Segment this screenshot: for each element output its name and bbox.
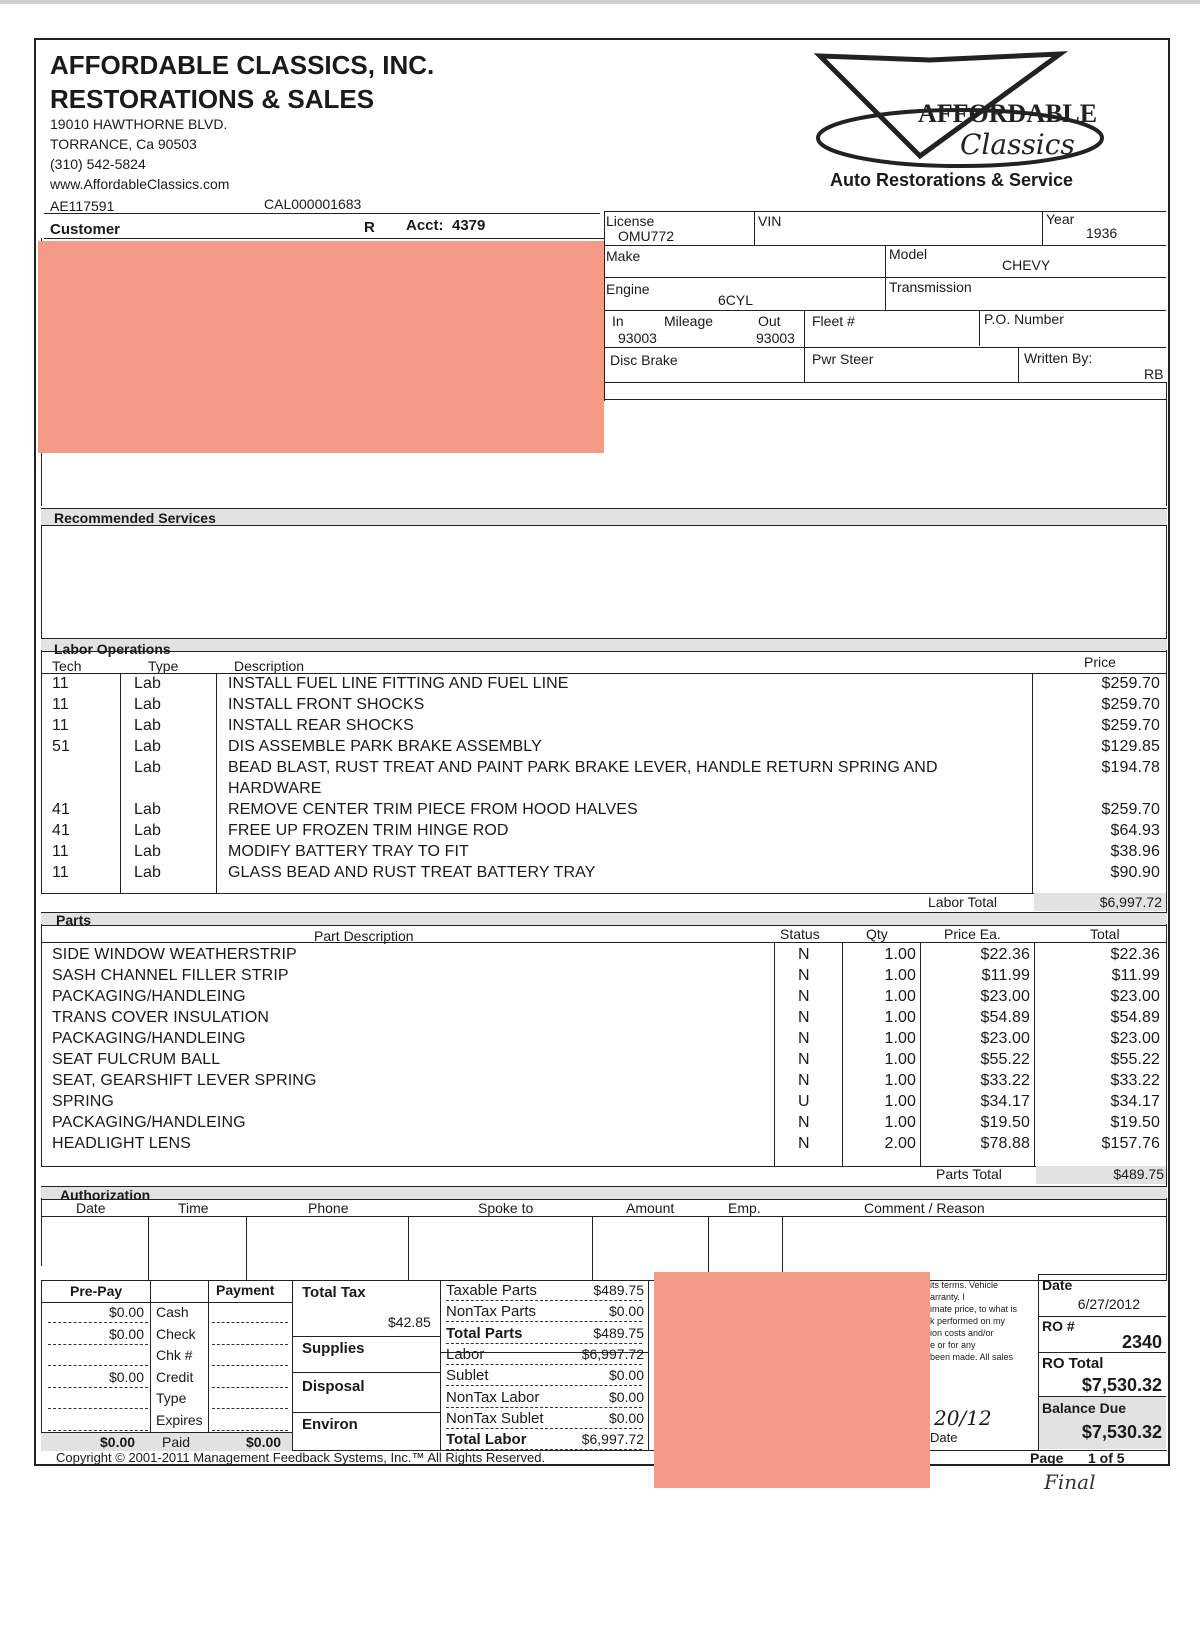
- divider: [41, 924, 42, 1166]
- parts-row-price: $23.00: [980, 1030, 1030, 1047]
- divider: [1166, 382, 1167, 506]
- summary-row-value: $0.00: [608, 1409, 644, 1426]
- divider: [41, 1302, 292, 1303]
- divider: [604, 211, 1166, 212]
- labor-row-description: DIS ASSEMBLE PARK BRAKE ASSEMBLY: [228, 738, 542, 755]
- company-name: AFFORDABLE CLASSICS, INC.: [50, 50, 435, 80]
- payment-row-line: [212, 1344, 288, 1345]
- terms-line: been made. All sales: [930, 1352, 1014, 1362]
- parts-total-value: $489.75: [1113, 1166, 1164, 1182]
- parts-row-description: TRANS COVER INSULATION: [52, 1009, 270, 1026]
- parts-row-status: N: [798, 1030, 810, 1047]
- model-label: Model: [889, 246, 928, 262]
- parts-row-status: N: [798, 1072, 810, 1089]
- labor-row-description: INSTALL FRONT SHOCKS: [228, 696, 425, 713]
- divider: [44, 213, 600, 214]
- labor-row-type: Lab: [134, 696, 161, 713]
- divider: [148, 1216, 149, 1280]
- acct-number: 4379: [452, 217, 486, 234]
- divider: [1166, 526, 1167, 638]
- labor-row-type: Lab: [134, 843, 161, 860]
- divider: [1034, 942, 1035, 1166]
- summary-row-label: Taxable Parts: [446, 1282, 537, 1299]
- parts-row-price: $55.22: [980, 1051, 1030, 1068]
- summary-row-line: [446, 1407, 642, 1408]
- summary-row-line: [446, 1364, 642, 1365]
- summary-row-line: [446, 1428, 642, 1429]
- parts-header-total: Total: [1090, 926, 1120, 942]
- payment-row-label: Cash: [156, 1304, 189, 1320]
- labor-row-description: REMOVE CENTER TRIM PIECE FROM HOOD HALVES: [228, 801, 638, 818]
- summary-row-label: Total Parts: [446, 1324, 523, 1342]
- svg-text:Classics: Classics: [960, 128, 1075, 161]
- divider: [774, 942, 775, 1166]
- summary-row-label: NonTax Parts: [446, 1303, 537, 1321]
- pwr-steer-label: Pwr Steer: [812, 351, 874, 367]
- divider: [292, 1280, 293, 1450]
- labor-row-price: $259.70: [1101, 675, 1160, 692]
- terms-line: arranty. I: [930, 1292, 965, 1302]
- logo-graphic: [810, 46, 1110, 176]
- labor-row-description: FREE UP FROZEN TRIM HINGE ROD: [228, 822, 509, 839]
- labor-row-type: Lab: [134, 864, 161, 881]
- parts-row-qty: 1.00: [884, 1030, 916, 1047]
- labor-row-price: $259.70: [1101, 717, 1160, 734]
- engine-label: Engine: [606, 281, 650, 297]
- parts-row-qty: 1.00: [884, 1093, 916, 1110]
- handwritten-note: Final: [1044, 1470, 1096, 1494]
- payment-row-line: [212, 1430, 288, 1431]
- labor-header-price: Price: [1084, 654, 1116, 670]
- labor-row-tech: 11: [52, 843, 69, 860]
- terms-line: k performed on my: [930, 1316, 1006, 1326]
- parts-row-status: N: [798, 1114, 810, 1131]
- divider: [604, 399, 1166, 400]
- parts-row-description: PACKAGING/HANDLEING: [52, 1030, 246, 1047]
- balance-due-value: $7,530.32: [1081, 1422, 1162, 1442]
- divider: [120, 673, 121, 893]
- authorization-column-header: Amount: [626, 1200, 675, 1216]
- payment-row-amount: $0.00: [108, 1325, 144, 1342]
- ro-number-label: RO #: [1042, 1318, 1075, 1334]
- payment-row-label: Expires: [156, 1411, 203, 1428]
- divider: [592, 1216, 593, 1280]
- environ-label: Environ: [302, 1416, 358, 1433]
- divider: [41, 1280, 1167, 1281]
- summary-row-value: $0.00: [608, 1388, 644, 1405]
- divider: [604, 310, 1166, 311]
- labor-row-price: $129.85: [1101, 738, 1160, 755]
- supplies-label: Supplies: [302, 1340, 365, 1357]
- license-label: License: [606, 213, 655, 229]
- signature-date: 20/12: [934, 1406, 992, 1430]
- labor-row-type: Lab: [134, 738, 161, 755]
- customer-label: Customer: [50, 221, 121, 238]
- copyright-text: Copyright © 2001-2011 Management Feedback Systems, Inc.™ All Rights Reserved.: [56, 1450, 546, 1465]
- divider: [41, 526, 42, 638]
- summary-row-label: Labor: [446, 1345, 485, 1363]
- divider: [292, 1412, 440, 1413]
- parts-row-status: N: [798, 1009, 810, 1026]
- divider: [1166, 924, 1167, 1186]
- labor-header-tech: Tech: [52, 658, 82, 674]
- labor-row-tech: 51: [52, 738, 70, 755]
- divider: [1032, 673, 1033, 893]
- recommended-services-label: Recommended Services: [54, 510, 216, 526]
- labor-row-price: $64.93: [1110, 822, 1160, 839]
- ro-date-label: Date: [1042, 1277, 1073, 1293]
- company-phone: (310) 542-5824: [50, 156, 146, 172]
- parts-row-status: N: [798, 1135, 810, 1152]
- parts-row-status: N: [798, 946, 810, 963]
- labor-row-type: Lab: [134, 675, 161, 692]
- labor-row-price: $259.70: [1101, 696, 1160, 713]
- summary-row-value: $6,997.72: [581, 1345, 644, 1362]
- labor-row-description: INSTALL FUEL LINE FITTING AND FUEL LINE: [228, 675, 569, 692]
- payment-row-line: [48, 1344, 148, 1345]
- parts-row-description: PACKAGING/HANDLEING: [52, 1114, 246, 1131]
- parts-row-price: $19.50: [980, 1114, 1030, 1131]
- paid-total: $0.00: [246, 1434, 282, 1450]
- ro-total-label: RO Total: [1042, 1355, 1104, 1372]
- divider: [604, 277, 1166, 278]
- parts-row-description: SEAT FULCRUM BALL: [52, 1051, 221, 1068]
- labor-row-tech: 11: [52, 864, 69, 881]
- page-number: 1 of 5: [1088, 1450, 1125, 1466]
- po-label: P.O. Number: [984, 311, 1064, 327]
- summary-row-value: $0.00: [608, 1303, 644, 1320]
- make-label: Make: [606, 248, 641, 264]
- labor-row-price: $194.78: [1101, 759, 1160, 776]
- divider: [41, 893, 1167, 894]
- payment-row-line: [48, 1322, 148, 1323]
- payment-row-label: Chk #: [156, 1347, 193, 1363]
- summary-row-label: NonTax Sublet: [446, 1409, 544, 1427]
- divider: [979, 310, 980, 346]
- labor-row-price: $38.96: [1110, 843, 1160, 860]
- divider: [842, 942, 843, 1166]
- parts-header-status: Status: [780, 926, 820, 942]
- disposal-label: Disposal: [302, 1378, 365, 1395]
- summary-row-label: Sublet: [446, 1367, 489, 1385]
- payment-row-line: [212, 1365, 288, 1366]
- labor-row-type: Lab: [134, 759, 161, 776]
- authorization-column-header: Date: [76, 1200, 106, 1216]
- parts-row-description: PACKAGING/HANDLEING: [52, 988, 246, 1005]
- ro-total-value: $7,530.32: [1081, 1375, 1162, 1395]
- divider: [1166, 650, 1167, 914]
- divider: [408, 1216, 409, 1280]
- labor-row-type: Lab: [134, 801, 161, 818]
- acct-label: Acct:: [406, 217, 444, 234]
- parts-row-price: $34.17: [980, 1093, 1030, 1110]
- authorization-column-header: Time: [178, 1200, 209, 1216]
- terms-line: imate price, to what is: [930, 1304, 1018, 1314]
- divider: [440, 1280, 441, 1450]
- summary-row-value: $0.00: [608, 1367, 644, 1384]
- company-address1: 19010 HAWTHORNE BLVD.: [50, 116, 228, 132]
- divider: [708, 1216, 709, 1280]
- parts-row-total: $54.89: [1110, 1009, 1160, 1026]
- mileage-out-label: Out: [758, 313, 781, 329]
- parts-row-description: SPRING: [52, 1093, 114, 1110]
- company-id1: AE117591: [50, 198, 115, 214]
- summary-row-value: $489.75: [593, 1324, 644, 1341]
- company-id2: CAL000001683: [264, 196, 362, 212]
- company-address2: TORRANCE, Ca 90503: [50, 136, 197, 152]
- summary-row-line: [446, 1385, 642, 1386]
- divider: [292, 1336, 440, 1337]
- divider: [604, 382, 1166, 383]
- parts-row-qty: 1.00: [884, 988, 916, 1005]
- parts-row-description: SEAT, GEARSHIFT LEVER SPRING: [52, 1072, 317, 1089]
- parts-header: [41, 912, 1167, 926]
- parts-row-qty: 1.00: [884, 946, 916, 963]
- labor-row-tech: 11: [52, 696, 69, 713]
- vin-label: VIN: [758, 213, 782, 229]
- parts-row-description: SIDE WINDOW WEATHERSTRIP: [52, 946, 297, 963]
- parts-row-qty: 1.00: [884, 1051, 916, 1068]
- terms-line: its terms. Vehicle: [930, 1280, 999, 1290]
- payment-row-amount: $0.00: [108, 1368, 144, 1385]
- divider: [1042, 211, 1043, 245]
- divider: [648, 1280, 649, 1450]
- authorization-column-header: Spoke to: [478, 1200, 534, 1216]
- divider: [41, 942, 1167, 943]
- parts-row-price: $33.22: [980, 1072, 1030, 1089]
- payment-row-label: Credit: [156, 1368, 194, 1385]
- labor-operations-header: [41, 638, 1167, 652]
- year-value: 1936: [1086, 225, 1118, 241]
- svg-text:AFFORDABLE: AFFORDABLE: [918, 99, 1098, 128]
- divider: [1038, 1274, 1166, 1275]
- summary-row-value: $6,997.72: [581, 1431, 644, 1448]
- labor-total-label: Labor Total: [928, 894, 998, 910]
- payment-row-line: [48, 1365, 148, 1366]
- parts-row-description: HEADLIGHT LENS: [52, 1135, 191, 1152]
- disc-brake-label: Disc Brake: [610, 352, 678, 368]
- prepay-label: Pre-Pay: [70, 1283, 123, 1299]
- divider: [1166, 1198, 1167, 1280]
- divider: [1038, 1316, 1166, 1317]
- terms-line: e or for any: [930, 1340, 976, 1350]
- parts-header-description: Part Description: [314, 928, 414, 944]
- payment-label: Payment: [216, 1282, 275, 1298]
- parts-row-qty: 1.00: [884, 967, 916, 984]
- parts-row-total: $23.00: [1110, 1030, 1160, 1047]
- labor-row-type: Lab: [134, 822, 161, 839]
- logo-tagline: Auto Restorations & Service: [830, 170, 1074, 190]
- parts-row-status: U: [798, 1093, 810, 1110]
- transmission-label: Transmission: [889, 279, 972, 295]
- divider: [1018, 347, 1019, 382]
- parts-row-qty: 1.00: [884, 1072, 916, 1089]
- parts-row-price: $11.99: [981, 967, 1030, 984]
- divider: [41, 1198, 42, 1266]
- labor-total-value: $6,997.72: [1099, 894, 1162, 910]
- parts-row-price: $78.88: [980, 1135, 1030, 1152]
- customer-code: R: [364, 219, 375, 236]
- divider: [246, 1216, 247, 1280]
- logo: [810, 46, 1110, 176]
- page-label: Page: [1030, 1450, 1064, 1466]
- parts-total-label: Parts Total: [936, 1166, 1002, 1182]
- divider: [216, 673, 217, 893]
- payment-row-label: Type: [156, 1390, 187, 1406]
- labor-row-price: $259.70: [1101, 801, 1160, 818]
- parts-row-description: SASH CHANNEL FILLER STRIP: [52, 967, 289, 984]
- parts-row-total: $23.00: [1110, 988, 1160, 1005]
- signature-date-label: Date: [930, 1430, 958, 1445]
- divider: [41, 650, 42, 893]
- mileage-in-value: 93003: [618, 330, 657, 346]
- parts-row-total: $22.36: [1110, 946, 1160, 963]
- parts-row-status: N: [798, 1051, 810, 1068]
- parts-row-total: $55.22: [1110, 1051, 1160, 1068]
- paid-label: Paid: [162, 1434, 191, 1450]
- labor-row-tech: 41: [52, 822, 70, 839]
- payment-row-line: [48, 1408, 148, 1409]
- summary-row-label: NonTax Labor: [446, 1388, 540, 1406]
- divider: [41, 1216, 1167, 1217]
- divider: [920, 942, 921, 1166]
- parts-row-total: $157.76: [1101, 1135, 1160, 1152]
- summary-row-line: [446, 1321, 642, 1322]
- company-website: www.AffordableClassics.com: [50, 176, 230, 192]
- labor-row-description: GLASS BEAD AND RUST TREAT BATTERY TRAY: [228, 864, 596, 881]
- parts-row-total: $33.22: [1110, 1072, 1160, 1089]
- labor-row-tech: 11: [52, 717, 69, 734]
- mileage-label: Mileage: [664, 313, 714, 329]
- total-tax-label: Total Tax: [302, 1284, 366, 1301]
- parts-row-price: $54.89: [980, 1009, 1030, 1026]
- labor-row-tech: 41: [52, 801, 70, 818]
- labor-row-type: Lab: [134, 717, 161, 734]
- engine-value: 6CYL: [718, 292, 754, 308]
- divider: [754, 211, 755, 245]
- payment-row-line: [48, 1387, 148, 1388]
- summary-row-value: $489.75: [593, 1282, 644, 1298]
- divider: [604, 211, 605, 401]
- prepay-total: $0.00: [100, 1434, 136, 1450]
- labor-row-description-cont: HARDWARE: [228, 780, 322, 797]
- divider: [292, 1372, 440, 1373]
- redacted-customer-info: [38, 241, 604, 453]
- summary-row-line: [446, 1343, 642, 1344]
- total-tax-value: $42.85: [388, 1314, 431, 1330]
- ro-date-value: 6/27/2012: [1077, 1296, 1140, 1312]
- labor-row-description: MODIFY BATTERY TRAY TO FIT: [228, 843, 469, 860]
- labor-row-description: INSTALL REAR SHOCKS: [228, 717, 414, 734]
- divider: [804, 310, 805, 382]
- parts-row-total: $11.99: [1111, 967, 1160, 984]
- parts-row-qty: 2.00: [884, 1135, 916, 1152]
- payment-row-line: [48, 1430, 148, 1431]
- divider: [150, 1280, 151, 1450]
- parts-row-total: $19.50: [1110, 1114, 1160, 1131]
- terms-line: ion costs and/or: [930, 1328, 994, 1338]
- payment-row-line: [212, 1322, 288, 1323]
- labor-header-description: Description: [234, 658, 305, 674]
- labor-header-type: Type: [148, 658, 179, 674]
- divider: [604, 347, 1166, 348]
- summary-row-label: Total Labor: [446, 1431, 527, 1449]
- fleet-label: Fleet #: [812, 313, 855, 329]
- divider: [41, 1280, 42, 1450]
- payment-row-label: Check: [156, 1325, 196, 1342]
- labor-operations-label: Labor Operations: [54, 641, 171, 657]
- year-label: Year: [1046, 211, 1075, 227]
- parts-header-price: Price Ea.: [944, 926, 1001, 942]
- mileage-out-value: 93003: [756, 330, 795, 346]
- parts-row-qty: 1.00: [884, 1009, 916, 1026]
- parts-row-price: $22.36: [980, 946, 1030, 963]
- payment-row-line: [212, 1387, 288, 1388]
- authorization-label: Authorization: [60, 1187, 151, 1203]
- model-value: CHEVY: [1002, 257, 1051, 273]
- parts-label: Parts: [56, 912, 92, 928]
- labor-row-tech: 11: [52, 675, 69, 692]
- authorization-column-header: Comment / Reason: [864, 1200, 985, 1216]
- authorization-header: [41, 1186, 1167, 1200]
- written-by-value: RB: [1144, 366, 1164, 382]
- redacted-signature: [654, 1272, 930, 1488]
- license-value: OMU772: [618, 228, 675, 244]
- divider: [44, 238, 604, 239]
- parts-row-qty: 1.00: [884, 1114, 916, 1131]
- company-subtitle: RESTORATIONS & SALES: [50, 84, 375, 114]
- parts-row-status: N: [798, 988, 810, 1005]
- parts-header-qty: Qty: [866, 926, 888, 942]
- mileage-in-label: In: [612, 313, 624, 329]
- parts-row-price: $23.00: [980, 988, 1030, 1005]
- labor-row-price: $90.90: [1110, 864, 1160, 881]
- written-by-label: Written By:: [1024, 350, 1093, 366]
- ro-number-value: 2340: [1121, 1332, 1162, 1352]
- parts-row-status: N: [798, 967, 810, 984]
- summary-row-line: [446, 1300, 642, 1301]
- payment-row-amount: $0.00: [108, 1304, 144, 1320]
- authorization-column-header: Emp.: [728, 1200, 761, 1216]
- scan-edge: [0, 0, 1200, 4]
- divider: [41, 673, 1167, 674]
- authorization-column-header: Phone: [308, 1200, 349, 1216]
- balance-due-label: Balance Due: [1042, 1400, 1127, 1416]
- divider: [782, 1216, 783, 1280]
- divider: [208, 1280, 209, 1450]
- parts-row-total: $34.17: [1110, 1093, 1160, 1110]
- payment-row-line: [212, 1408, 288, 1409]
- labor-row-description: BEAD BLAST, RUST TREAT AND PAINT PARK BRAKE LEVER, HANDLE RETURN SPRING AND: [228, 759, 938, 776]
